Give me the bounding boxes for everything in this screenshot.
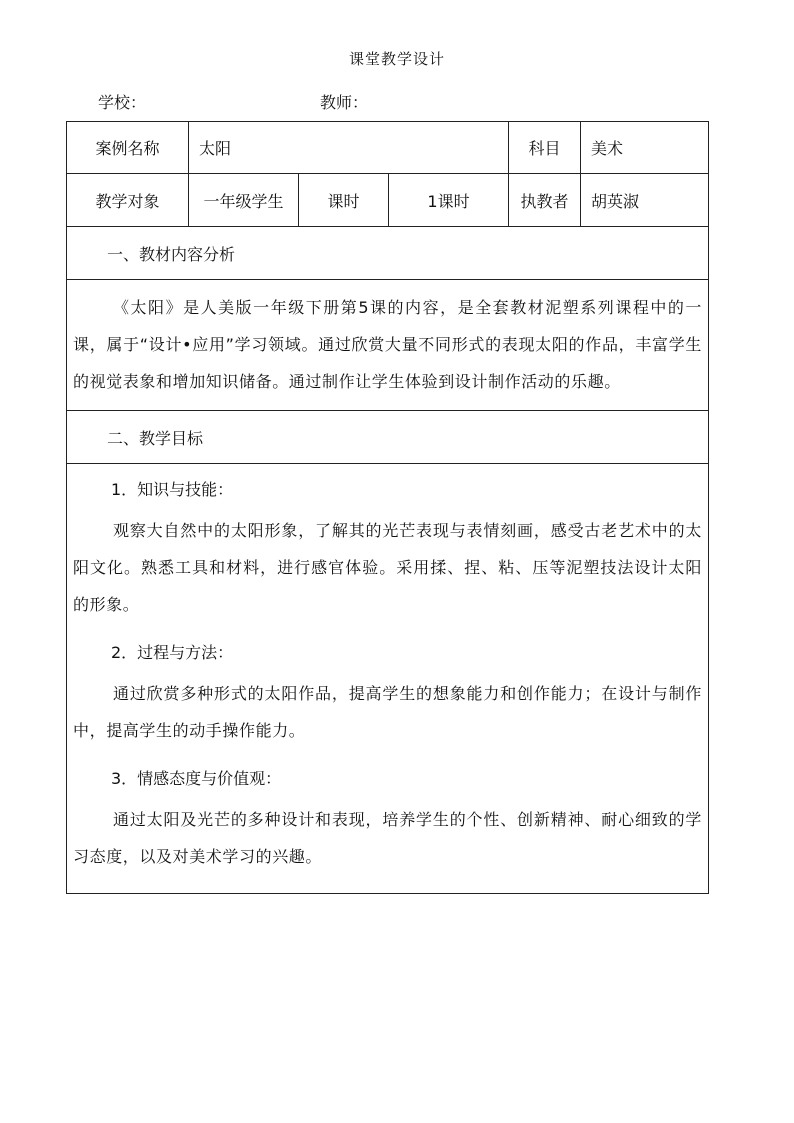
section1-content — [67, 280, 709, 411]
goal-text: 通过太阳及光芒的多种设计和表现，培养学生的个性、创新精神、耐心细致的学习态度，以及对美术学习的兴趣。 — [73, 810, 703, 866]
table-row — [67, 227, 709, 280]
table-row — [67, 464, 709, 894]
audience-value: 一年级学生 — [189, 174, 299, 227]
goal-attitude — [73, 757, 702, 875]
table-row — [67, 411, 709, 464]
goal-text: 通过欣赏多种形式的太阳作品，提高学生的想象能力和创作能力；在设计与制作中，提高学生的动手操作能力。 — [73, 684, 703, 740]
section1-heading: 一、教材内容分析 — [67, 227, 709, 280]
period-label: 课时 — [299, 174, 389, 227]
goal-process — [73, 631, 702, 749]
case-name-value: 太阳 — [189, 122, 509, 174]
lesson-plan-table — [66, 121, 709, 894]
goal-heading: 1．知识与技能： — [111, 480, 234, 499]
subject-label: 科目 — [509, 122, 581, 174]
audience-label: 教学对象 — [67, 174, 189, 227]
teacher-label: 教师： — [320, 93, 369, 112]
school-label: 学校： — [98, 93, 147, 112]
table-row — [67, 280, 709, 411]
goal-heading: 2．过程与方法： — [111, 643, 234, 662]
subject-value: 美术 — [581, 122, 709, 174]
goal-text: 观察大自然中的太阳形象，了解其的光芒表现与表情刻画，感受古老艺术中的太阳文化。熟悉工具和材料，进行感官体验。采用揉、捏、粘、压等泥塑技法设计太阳的形象。 — [73, 521, 703, 614]
goal-knowledge — [73, 468, 702, 623]
period-value: 1课时 — [389, 174, 509, 227]
section2-content — [67, 464, 709, 894]
goal-heading: 3．情感态度与价值观： — [111, 769, 282, 788]
section2-heading: 二、教学目标 — [67, 411, 709, 464]
section1-paragraph: 《太阳》是人美版一年级下册第5课的内容，是全套教材泥塑系列课程中的一课，属于“设计•应用”学习领域。通过欣赏大量不同形式的表现太阳的作品，丰富学生的视觉表象和增加知识储备。通过制作让学生体验到设计制作活动的乐趣。 — [73, 298, 703, 391]
table-row — [67, 174, 709, 227]
document-title: 课堂教学设计 — [348, 50, 445, 68]
instructor-value: 胡英淑 — [581, 174, 709, 227]
case-name-label: 案例名称 — [67, 122, 189, 174]
table-row — [67, 122, 709, 174]
instructor-label: 执教者 — [509, 174, 581, 227]
